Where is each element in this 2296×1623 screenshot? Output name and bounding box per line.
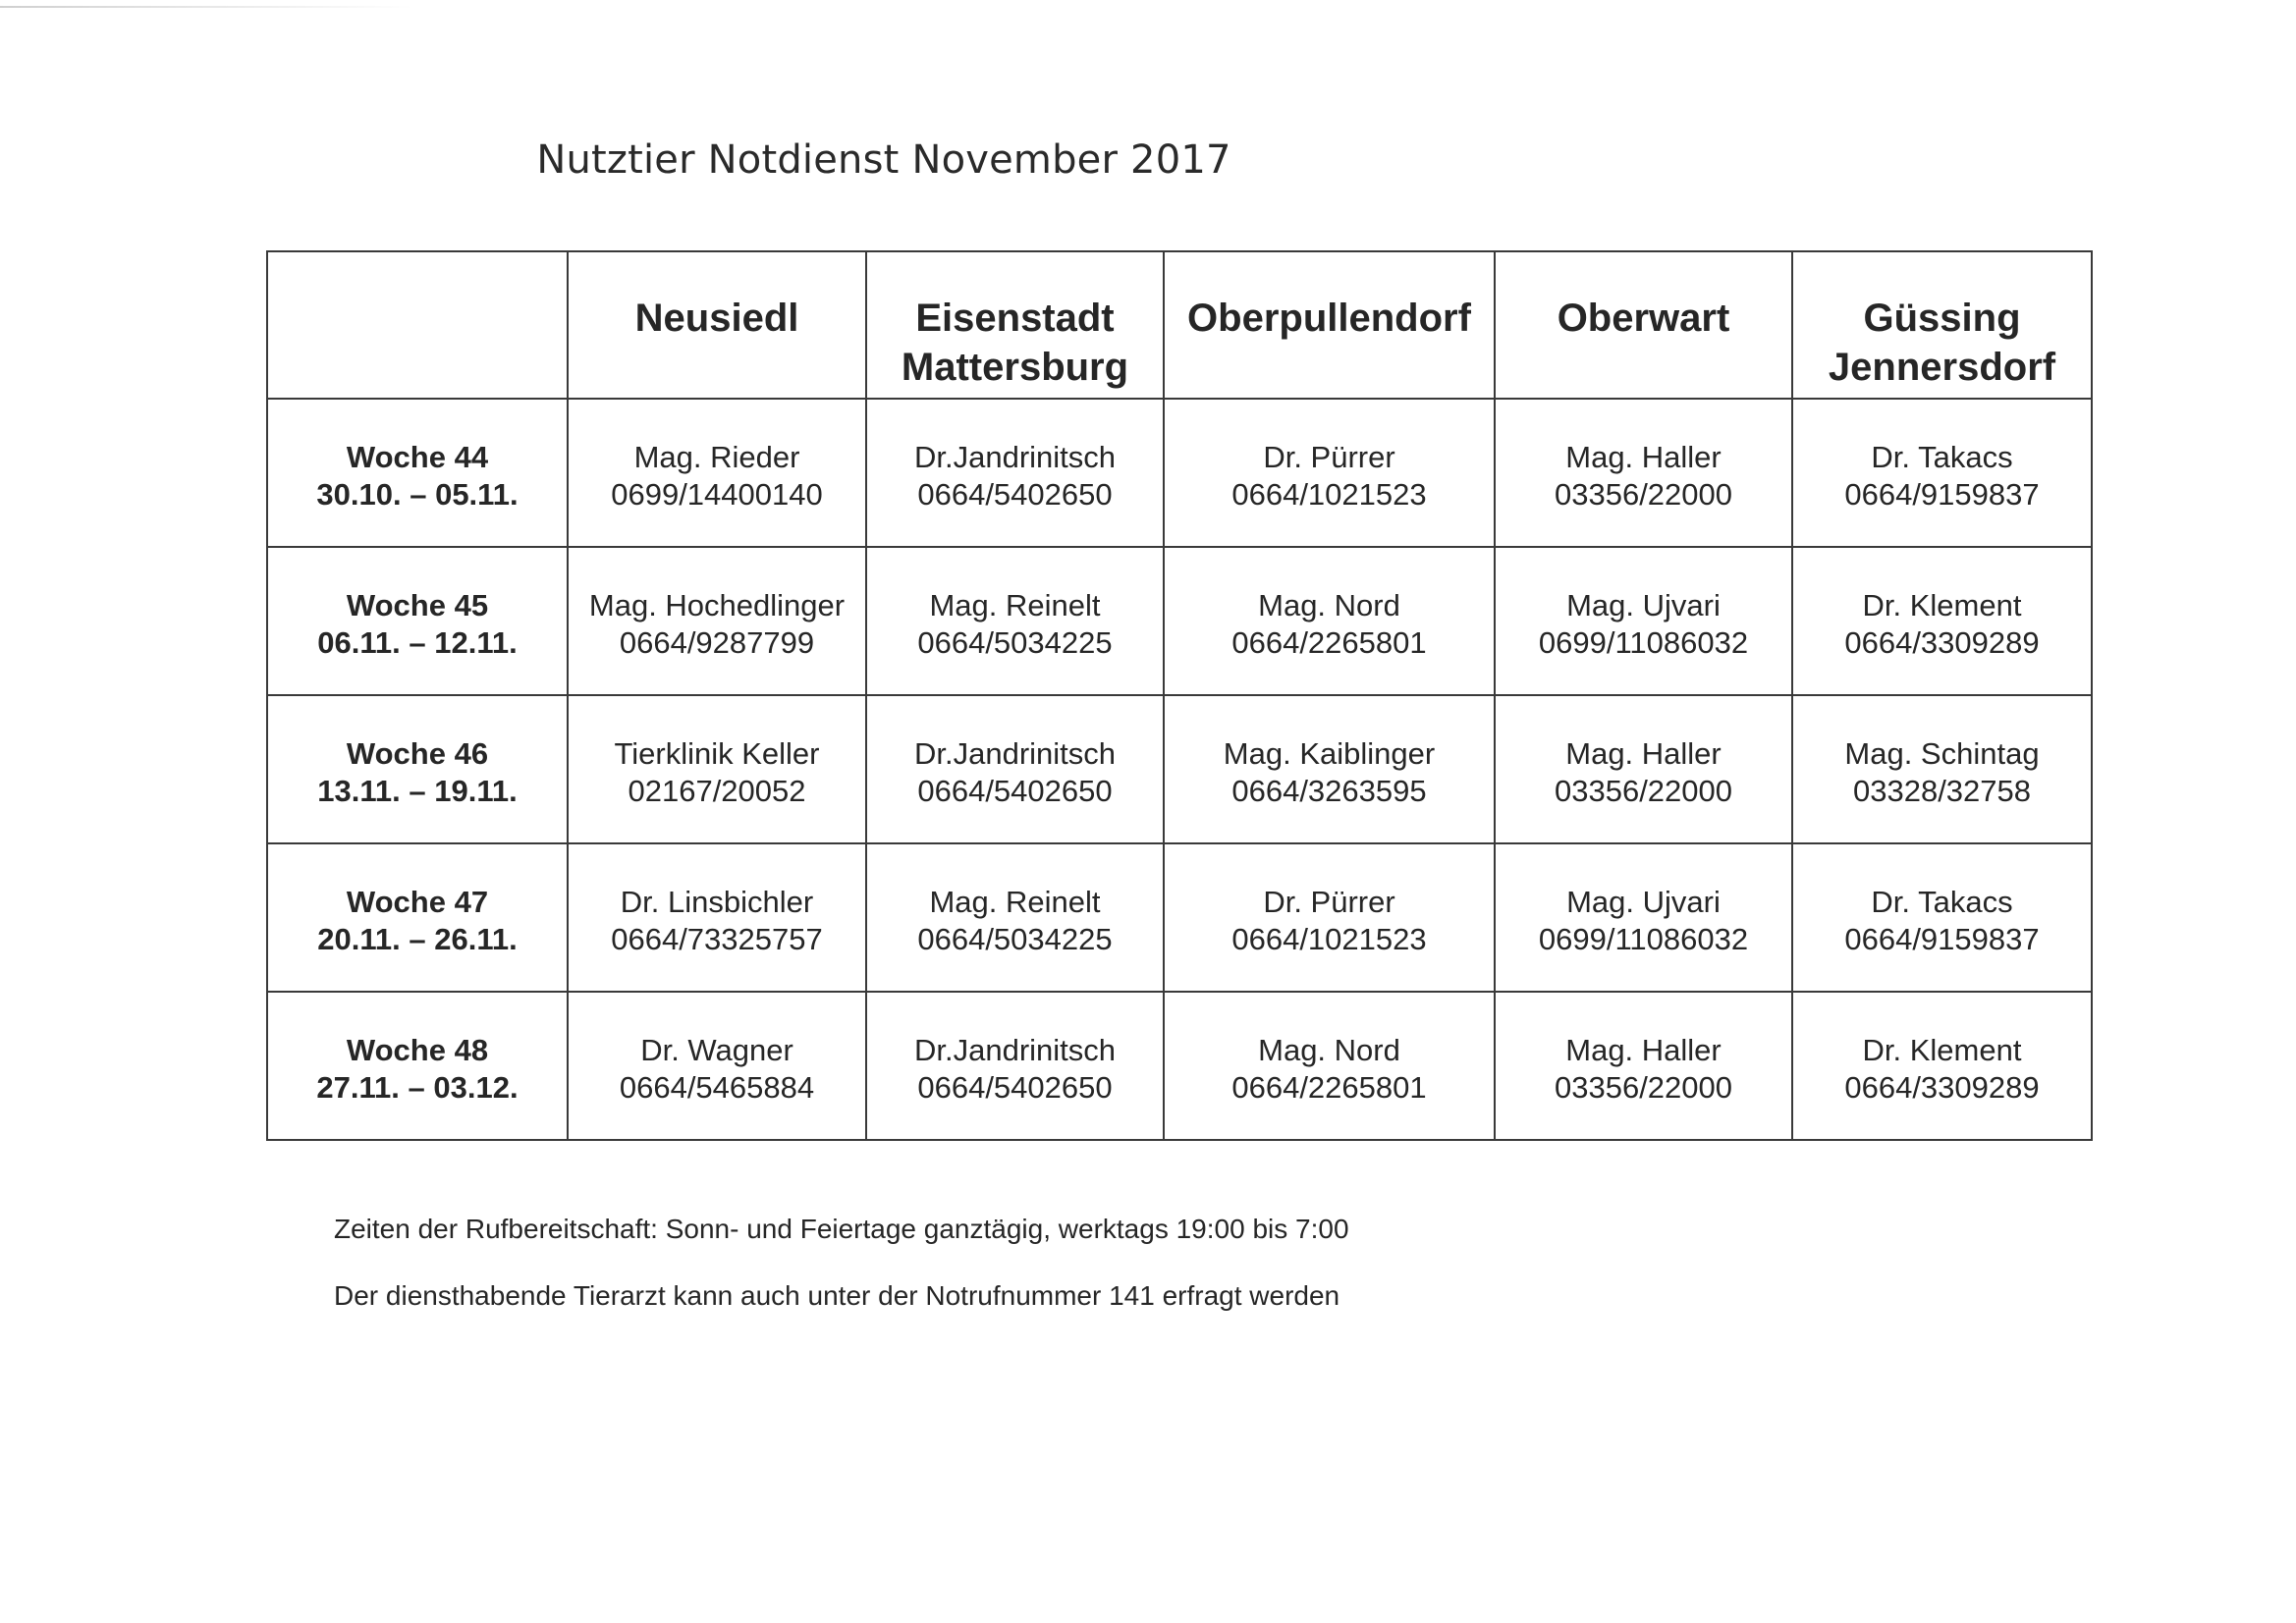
vet-cell [866, 547, 1164, 695]
vet-cell [1164, 695, 1495, 843]
vet-cell [568, 695, 866, 843]
week-label: Woche 44 [346, 440, 489, 474]
vet-cell [866, 399, 1164, 547]
week-cell [267, 695, 568, 843]
vet-phone: 0664/9159837 [1844, 477, 2040, 512]
vet-cell [1495, 399, 1792, 547]
duty-schedule-table [266, 250, 2093, 1141]
vet-cell [1164, 843, 1495, 992]
vet-cell [568, 399, 866, 547]
table-row [267, 992, 2092, 1140]
vet-cell [1792, 843, 2092, 992]
vet-name: Dr. Takacs [1871, 885, 2013, 919]
header-district-guessing-jennersdorf: Güssing Jennersdorf [1792, 251, 2092, 399]
vet-cell [866, 695, 1164, 843]
vet-cell [1495, 992, 1792, 1140]
table-row [267, 399, 2092, 547]
vet-phone: 03328/32758 [1852, 774, 2032, 808]
vet-cell [568, 843, 866, 992]
vet-phone: 0664/5465884 [619, 1070, 815, 1105]
vet-name: Mag. Ujvari [1566, 885, 1721, 919]
header-district-oberwart: Oberwart [1495, 251, 1792, 399]
vet-phone: 0664/73325757 [611, 922, 823, 956]
week-cell [267, 992, 568, 1140]
vet-name: Dr. Wagner [640, 1033, 793, 1067]
vet-phone: 0664/5402650 [917, 774, 1113, 808]
vet-name: Mag. Haller [1565, 1033, 1722, 1067]
vet-name: Mag. Schintag [1844, 736, 2040, 771]
vet-phone: 0664/3309289 [1844, 1070, 2040, 1105]
week-label: Woche 46 [346, 736, 489, 771]
vet-cell [1164, 547, 1495, 695]
header-district-oberpullendorf: Oberpullendorf [1164, 251, 1495, 399]
week-dates: 27.11. – 03.12. [316, 1070, 519, 1105]
vet-phone: 0664/3309289 [1844, 625, 2040, 660]
vet-phone: 03356/22000 [1554, 1070, 1733, 1105]
vet-cell [1792, 695, 2092, 843]
vet-cell [1164, 992, 1495, 1140]
vet-cell [1792, 547, 2092, 695]
vet-name: Mag. Hochedlinger [588, 588, 846, 622]
week-cell [267, 843, 568, 992]
header-district-eisenstadt-mattersburg: Eisenstadt Mattersburg [866, 251, 1164, 399]
vet-name: Dr. Takacs [1871, 440, 2013, 474]
week-label: Woche 47 [346, 885, 489, 919]
week-dates: 06.11. – 12.11. [317, 625, 518, 660]
vet-phone: 0699/11086032 [1538, 625, 1749, 660]
vet-phone: 02167/20052 [628, 774, 806, 808]
vet-name: Mag. Kaiblinger [1223, 736, 1436, 771]
vet-phone: 0664/9287799 [619, 625, 815, 660]
vet-name: Mag. Nord [1258, 588, 1400, 622]
vet-cell [1495, 843, 1792, 992]
vet-cell [1495, 547, 1792, 695]
week-cell [267, 399, 568, 547]
week-dates: 13.11. – 19.11. [317, 774, 518, 808]
vet-name: Mag. Reinelt [929, 885, 1101, 919]
vet-phone: 03356/22000 [1554, 477, 1733, 512]
vet-name: Mag. Haller [1565, 736, 1722, 771]
header-corner-cell [267, 251, 568, 399]
vet-phone: 0664/5034225 [917, 922, 1113, 956]
vet-cell [1792, 399, 2092, 547]
vet-name: Tierklinik Keller [614, 736, 820, 771]
standby-hours-note: Zeiten der Rufbereitschaft: Sonn- und Feiertage ganztägig, werktags 19:00 bis 7:00 [334, 1214, 1349, 1244]
vet-phone: 0664/3263595 [1231, 774, 1427, 808]
table-row [267, 695, 2092, 843]
week-dates: 20.11. – 26.11. [317, 922, 518, 956]
document-title: Nutztier Notdienst November 2017 [536, 137, 1231, 183]
week-dates: 30.10. – 05.11. [316, 477, 519, 512]
vet-phone: 0664/1021523 [1231, 922, 1427, 956]
vet-name: Mag. Rieder [633, 440, 800, 474]
vet-name: Dr.Jandrinitsch [913, 1033, 1117, 1067]
vet-phone: 0664/1021523 [1231, 477, 1427, 512]
vet-phone: 03356/22000 [1554, 774, 1733, 808]
vet-phone: 0664/2265801 [1231, 1070, 1427, 1105]
vet-name: Mag. Ujvari [1566, 588, 1721, 622]
vet-cell [1495, 695, 1792, 843]
vet-phone: 0699/11086032 [1538, 922, 1749, 956]
table-row [267, 547, 2092, 695]
vet-cell [1164, 399, 1495, 547]
vet-name: Dr.Jandrinitsch [913, 736, 1117, 771]
vet-name: Dr. Linsbichler [620, 885, 814, 919]
vet-phone: 0664/2265801 [1231, 625, 1427, 660]
vet-phone: 0664/5034225 [917, 625, 1113, 660]
emergency-number-note: Der diensthabende Tierarzt kann auch unter der Notrufnummer 141 erfragt werden [334, 1280, 1340, 1311]
vet-phone: 0699/14400140 [611, 477, 823, 512]
vet-cell [866, 843, 1164, 992]
vet-cell [568, 547, 866, 695]
table-row [267, 843, 2092, 992]
table-header-row [267, 251, 2092, 399]
vet-name: Dr. Klement [1862, 588, 2022, 622]
vet-cell [1792, 992, 2092, 1140]
vet-cell [866, 992, 1164, 1140]
vet-name: Dr. Pürrer [1263, 440, 1395, 474]
vet-cell [568, 992, 866, 1140]
header-district-neusiedl: Neusiedl [568, 251, 866, 399]
week-label: Woche 45 [346, 588, 489, 622]
vet-name: Mag. Haller [1565, 440, 1722, 474]
vet-name: Dr.Jandrinitsch [913, 440, 1117, 474]
vet-phone: 0664/9159837 [1844, 922, 2040, 956]
vet-phone: 0664/5402650 [917, 1070, 1113, 1105]
scan-edge-mark [0, 6, 412, 8]
vet-name: Mag. Reinelt [929, 588, 1101, 622]
vet-name: Mag. Nord [1258, 1033, 1400, 1067]
vet-name: Dr. Klement [1862, 1033, 2022, 1067]
vet-phone: 0664/5402650 [917, 477, 1113, 512]
week-label: Woche 48 [346, 1033, 489, 1067]
week-cell [267, 547, 568, 695]
vet-name: Dr. Pürrer [1263, 885, 1395, 919]
